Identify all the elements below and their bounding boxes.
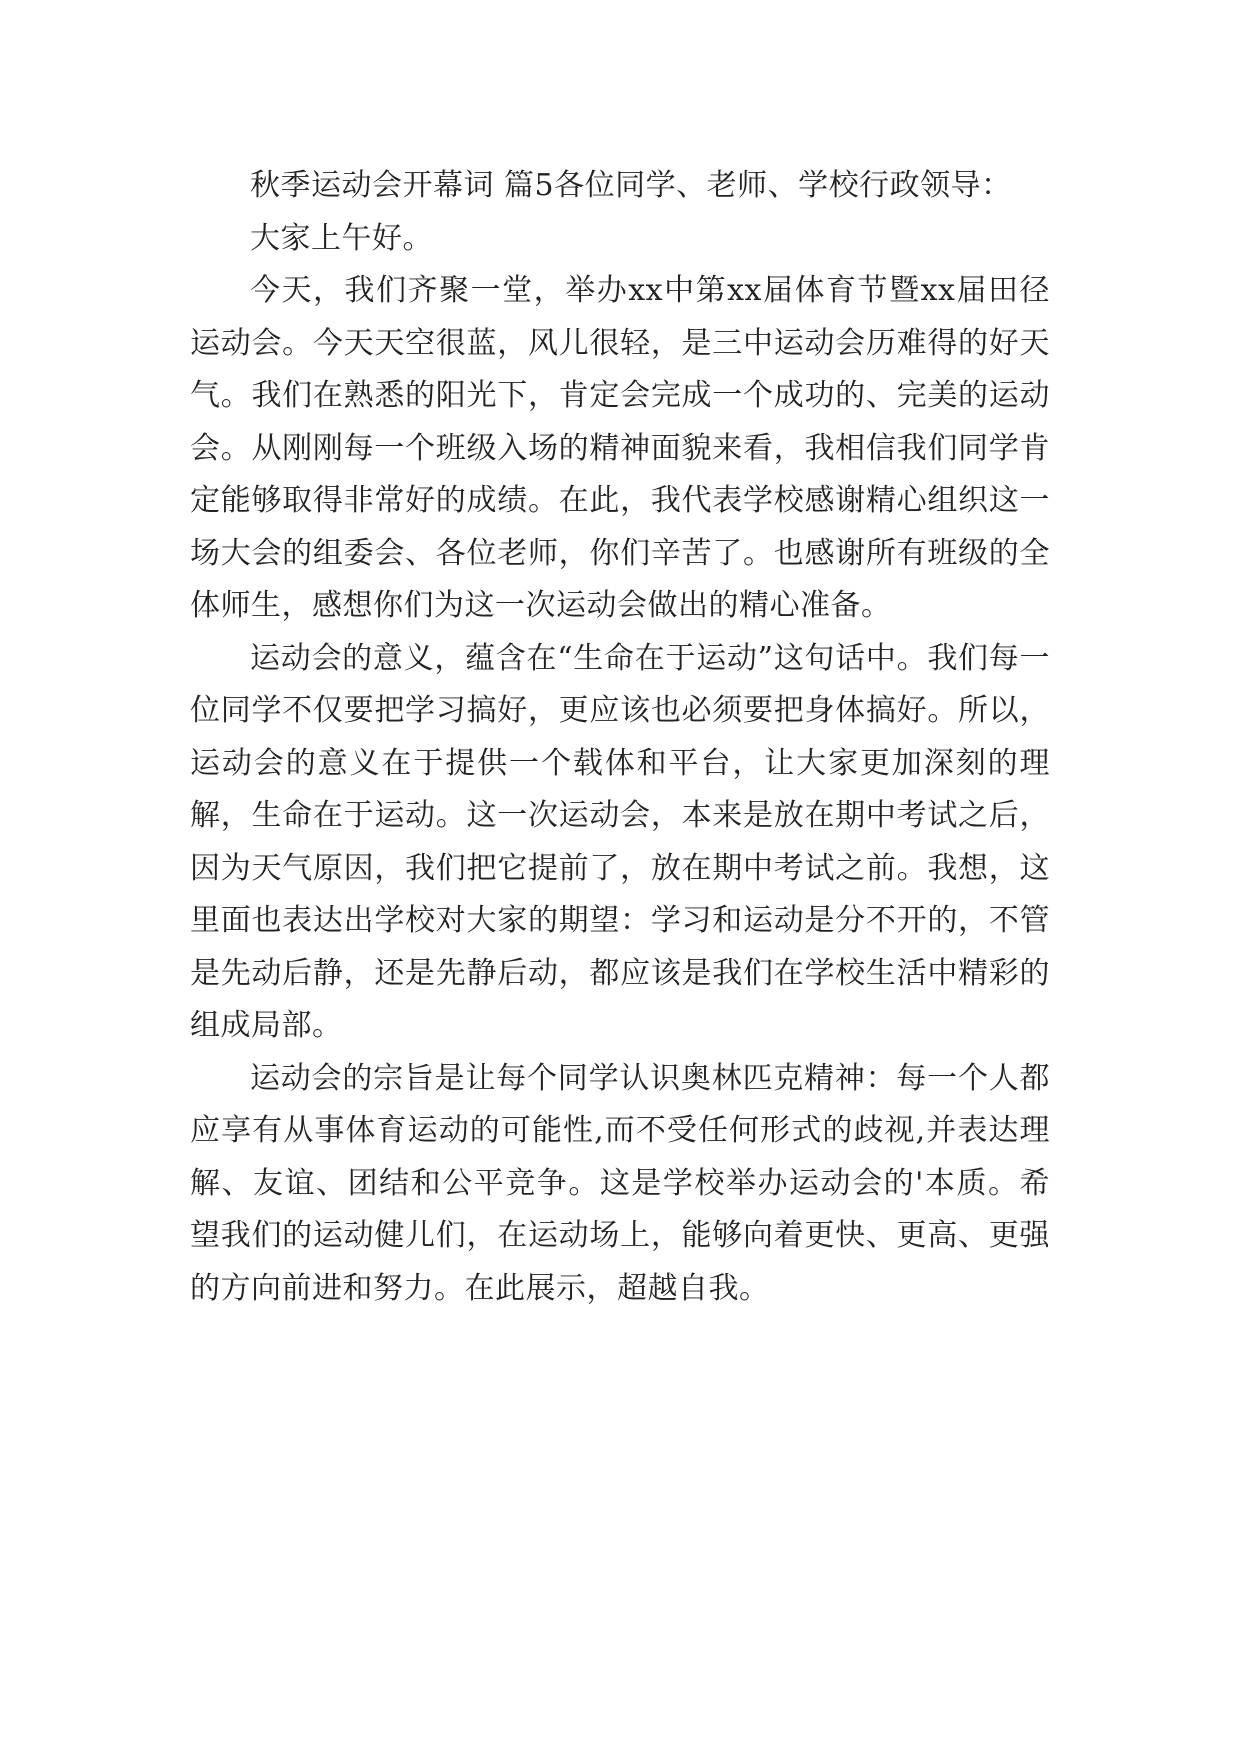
paragraph-opening: 今天，我们齐聚一堂，举办xx中第xx届体育节暨xx届田径运动会。今天天空很蓝，风儿很轻，是三中运动会历难得的好天气。我们在熟悉的阳光下，肯定会完成一个成功的、完美的运动会。从刚刚每一个班级入场的精神面貌来看，我相信我们同学肯定能够取得非常好的成绩。在此，我代表学校感谢精心组织这一场大会的组委会、各位老师，你们辛苦了。也感谢所有班级的全体师生，感想你们为这一次运动会做出的精心准备。 xyxy=(190,273,1050,623)
paragraph-meaning: 运动会的意义，蕴含在“生命在于运动”这句话中。我们每一位同学不仅要把学习搞好，更应该也必须要把身体搞好。所以，运动会的意义在于提供一个载体和平台，让大家更加深刻的理解，生命在于运动。这一次运动会，本来是放在期中考试之后，因为天气原因，我们把它提前了，放在期中考试之前。我想，这里面也表达出学校对大家的期望：学习和运动是分不开的，不管是先动后静，还是先静后动，都应该是我们在学校生活中精彩的组成局部。 xyxy=(190,640,1050,1043)
paragraph-title-greeting: 秋季运动会开幕词 篇5各位同学、老师、学校行政领导： xyxy=(250,168,1012,203)
paragraph-purpose: 运动会的宗旨是让每个同学认识奥林匹克精神：每一个人都应享有从事体育运动的可能性,而不受任何形式的歧视,并表达理解、友谊、团结和公平竞争。这是学校举办运动会的'本质。希望我们的运动健儿们，在运动场上，能够向着更快、更高、更强的方向前进和努力。在此展示，超越自我。 xyxy=(190,1060,1050,1306)
paragraph-good-morning: 大家上午好。 xyxy=(250,220,433,256)
document-body xyxy=(190,160,1050,1315)
